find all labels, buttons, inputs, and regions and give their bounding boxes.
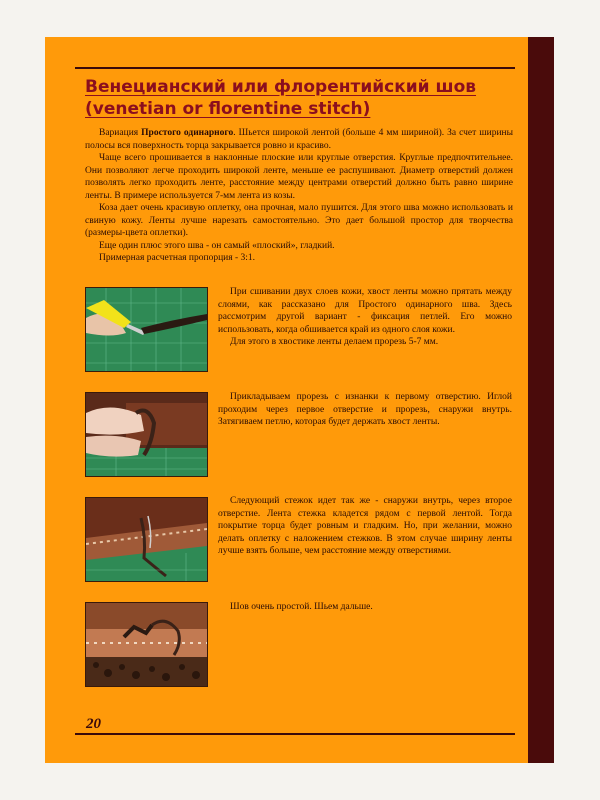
bottom-rule bbox=[75, 733, 515, 735]
page-side-bar bbox=[528, 37, 554, 763]
step-4-text bbox=[218, 601, 512, 614]
intro-p1-suffix: . Шьется широкой лентой (больше 4 мм шириной). За счет ширины полосы вся поверхность торца закрывается ровно и красиво. bbox=[85, 128, 513, 151]
step-1-paragraph-1: При сшивании двух слоев кожи, хвост ленты можно прятать между слоями, как рассказано для Простого одинарного шва. Здесь рассмотрим другой вариант - фиксация петлей. Его можно использовать, когда обшивается край из одного слоя кожи. bbox=[218, 287, 512, 335]
top-rule bbox=[75, 67, 515, 69]
step-4-photo bbox=[85, 602, 208, 687]
step-3-photo bbox=[85, 497, 208, 582]
step-4-paragraph-1: Шов очень простой. Шьем дальше. bbox=[230, 602, 373, 612]
step-1-photo bbox=[85, 287, 208, 372]
step-1-text bbox=[218, 286, 512, 349]
intro-paragraph-1 bbox=[85, 127, 513, 152]
intro-p1-prefix: Вариация bbox=[99, 128, 142, 138]
step-2-photo bbox=[85, 392, 208, 477]
step-3-text bbox=[218, 495, 512, 558]
step-2-paragraph-1: Прикладываем прорезь с изнанки к первому отверстию. Иглой проходим через первое отверстие и прорезь, снаружи внутрь. Затягиваем петлю, которая будет держать хвост ленты. bbox=[218, 392, 512, 427]
step-1-paragraph-2: Для этого в хвостике ленты делаем прорезь 5-7 мм. bbox=[230, 337, 439, 347]
intro-paragraph-3: Коза дает очень красивую оплетку, она прочная, мало пушится. Для этого шва можно использовать и свиную кожу. Ленты лучше нарезать самостоятельно. Это дает большой простор для творчества (размеры-цвета оплетки). bbox=[85, 203, 513, 238]
page-title: Венецианский или флорентийский шов (venetian or florentine stitch) bbox=[85, 77, 477, 119]
intro-paragraph-4: Еще один плюс этого шва - он самый «плоский», гладкий. bbox=[99, 240, 335, 251]
intro-p1-bold: Простого одинарного bbox=[141, 128, 234, 138]
intro-text bbox=[85, 127, 513, 265]
intro-paragraph-5: Примерная расчетная пропорция - 3:1. bbox=[99, 253, 256, 263]
step-2-text bbox=[218, 391, 512, 429]
page-number: 20 bbox=[86, 716, 101, 732]
step-3-paragraph-1: Следующий стежок идет так же - снаружи внутрь, через второе отверстие. Лента стежка кладется рядом с первой лентой. Тогда покрытие торца будет ровным и гладким. Но, при желании, можно делать оплетку с наложением стежков. В этом случае ширину ленты лучше взять больше, чем расстояние между отверстиями. bbox=[218, 496, 512, 556]
intro-paragraph-2: Чаще всего прошивается в наклонные плоские или круглые отверстия. Круглые предпочтительнее. Они позволяют легче проходить широкой ленте, меньше ее распушивают. Диаметр отверстий должен позволять легко проходить ленте, расстояние между центрами отверстий должно быть равно ширине ленты. В примере используется 7-мм лента из козы. bbox=[85, 153, 513, 201]
